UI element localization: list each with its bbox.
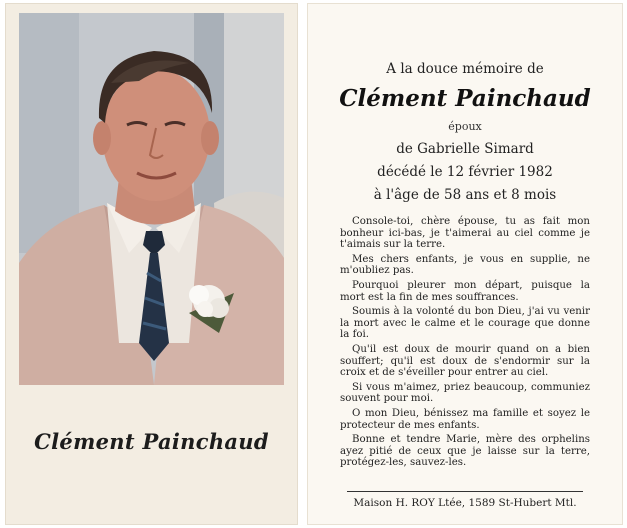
prayer-paragraph: Soumis à la volonté du bon Dieu, j'ai vu venir la mort avec le calme et le courage que donne la foi. [340, 306, 590, 341]
prayer-paragraph: Pourquoi pleurer mon départ, puisque la mort est la fin de mes souffrances. [340, 279, 590, 303]
in-memory-heading: A la douce mémoire de [386, 61, 544, 77]
prayer-paragraph: O mon Dieu, bénissez ma famille et soyez le protecteur de mes enfants. [340, 407, 590, 431]
spouse-name: de Gabrielle Simard [396, 141, 534, 157]
prayer-paragraph: Si vous m'aimez, priez beaucoup, communiez souvent pour moi. [340, 381, 590, 405]
footer-divider [347, 491, 583, 492]
prayer-paragraph: Console-toi, chère épouse, tu as fait mon bonheur ici-bas, je t'aimerai au ciel comme je t'aimais sur la terre. [340, 216, 590, 251]
deceased-name-title: Clément Painchaud [339, 85, 591, 112]
prayer-text [340, 216, 590, 472]
prayer-paragraph: Bonne et tendre Marie, mère des orphelins ayez pitié de ceux que je laisse sur la terre, protégez-les, sauvez-les. [340, 434, 590, 469]
memorial-card-back [307, 3, 623, 525]
age-at-death: à l'âge de 58 ans et 8 mois [373, 187, 557, 203]
death-date: décédé le 12 février 1982 [377, 164, 553, 180]
prayer-paragraph: Qu'il est doux de mourir quand on a bien souffert; qu'il est doux de s'endormir sur la croix et de s'éveiller pour entrer au ciel. [340, 343, 590, 379]
deceased-name-caption: Clément Painchaud [34, 429, 269, 454]
prayer-paragraph: Mes chers enfants, je vous en supplie, ne m'oubliez pas. [340, 253, 590, 277]
memorial-card-front [5, 3, 298, 525]
spouse-label: époux [448, 120, 482, 133]
portrait-illustration [19, 13, 284, 385]
printer-imprint: Maison H. ROY Ltée, 1589 St-Hubert Mtl. [353, 497, 577, 509]
portrait-photo [19, 13, 284, 385]
